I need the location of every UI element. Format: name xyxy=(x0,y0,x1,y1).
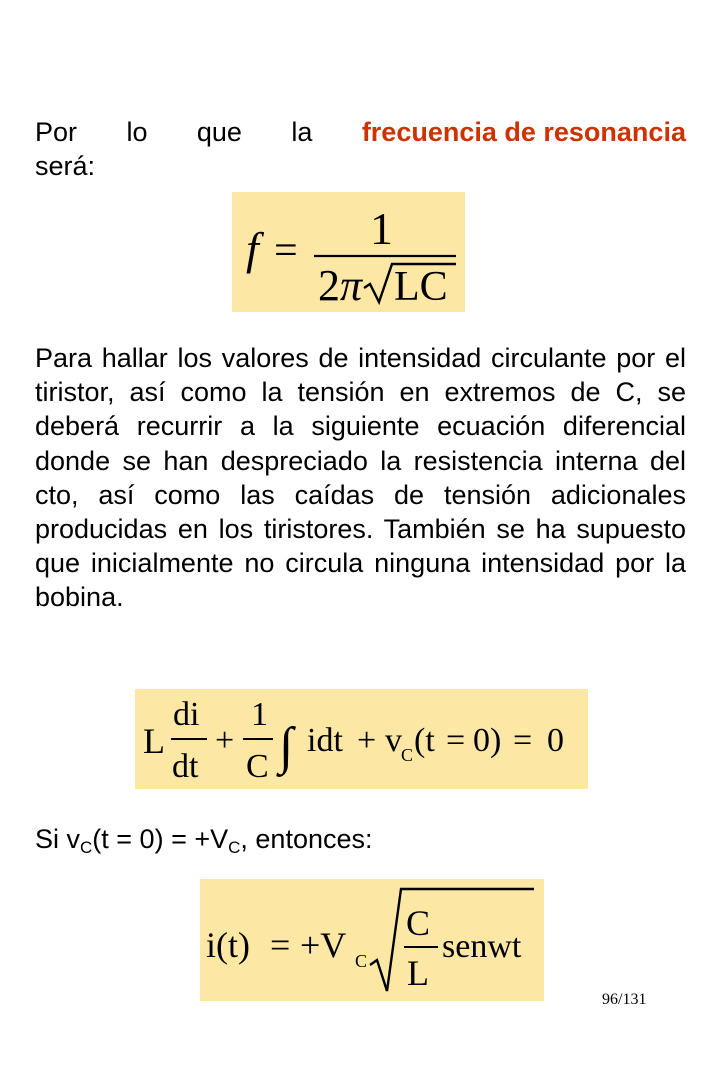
pi-symbol: π xyxy=(340,261,363,310)
sqrt-numerator-c: C xyxy=(406,903,431,943)
equals-sign: = xyxy=(513,722,533,759)
integral-sign: ∫ xyxy=(279,718,294,775)
formula-differential-equation xyxy=(135,689,588,789)
paragraph-differential-equation-intro: Para hallar los valores de intensidad circulante por el tiristor, así como la tensión en extremos de C, se deberá recurrir a la siguiente ecuación diferencial donde se han despreciado la resistencia interna del cto, así como las caídas de tensión adicionales producidas en los tiristores. También se ha supuesto que inicialmente no circula ninguna intensidad por la bobina. xyxy=(35,343,686,613)
fraction-denominator-c: C xyxy=(246,748,269,785)
condition-middle: (t = 0) = +V xyxy=(92,824,229,854)
paragraph-initial-condition xyxy=(35,822,686,856)
formula-current xyxy=(200,879,544,1001)
word: la xyxy=(291,117,313,147)
paragraph-line-1 xyxy=(35,115,686,149)
denominator-two: 2 xyxy=(318,261,340,310)
derivative-denominator: dt xyxy=(172,748,199,785)
condition-suffix: , entonces: xyxy=(240,824,373,854)
numerator-one: 1 xyxy=(370,203,393,254)
word: Por xyxy=(35,117,78,147)
inner-zero: 0) xyxy=(473,722,502,759)
formula-differential-svg xyxy=(135,689,588,789)
symbol-L: L xyxy=(143,721,165,761)
sine-function: senwt xyxy=(442,928,522,965)
word: lo xyxy=(126,117,148,147)
integrand: idt xyxy=(307,722,343,759)
paragraph-resonance-intro xyxy=(35,115,686,183)
equals-sign: = xyxy=(274,228,298,274)
sqrt-denominator-l: L xyxy=(407,953,429,993)
plus-sign-2: + xyxy=(357,722,377,759)
plus-v: +V xyxy=(300,925,347,965)
formula-resonance-frequency xyxy=(232,192,465,312)
word: que xyxy=(196,117,242,147)
argument-t: (t xyxy=(414,722,435,759)
radicand-lc: LC xyxy=(394,264,448,310)
rhs-zero: 0 xyxy=(547,722,564,759)
formula-resonance-svg xyxy=(232,192,465,312)
equals-sign: = xyxy=(270,925,291,965)
symbol-v: v xyxy=(385,722,402,759)
inner-equals: = xyxy=(446,722,466,759)
page-number: 96/131 xyxy=(602,991,647,1008)
formula-current-svg xyxy=(200,879,544,1001)
symbol-f: f xyxy=(246,223,259,274)
highlighted-term: frecuencia de resonancia xyxy=(361,117,686,147)
v-subscript-c: C xyxy=(401,745,414,765)
current-lhs: i(t) xyxy=(206,925,250,965)
subscript-c: C xyxy=(228,838,241,857)
paragraph-line-2: será: xyxy=(35,151,96,182)
subscript-c: C xyxy=(80,838,93,857)
condition-prefix: Si v xyxy=(35,824,81,854)
plus-sign: + xyxy=(215,722,235,759)
fraction-numerator-one: 1 xyxy=(251,696,268,733)
derivative-numerator: di xyxy=(173,696,200,733)
v-subscript-c: C xyxy=(355,951,368,971)
